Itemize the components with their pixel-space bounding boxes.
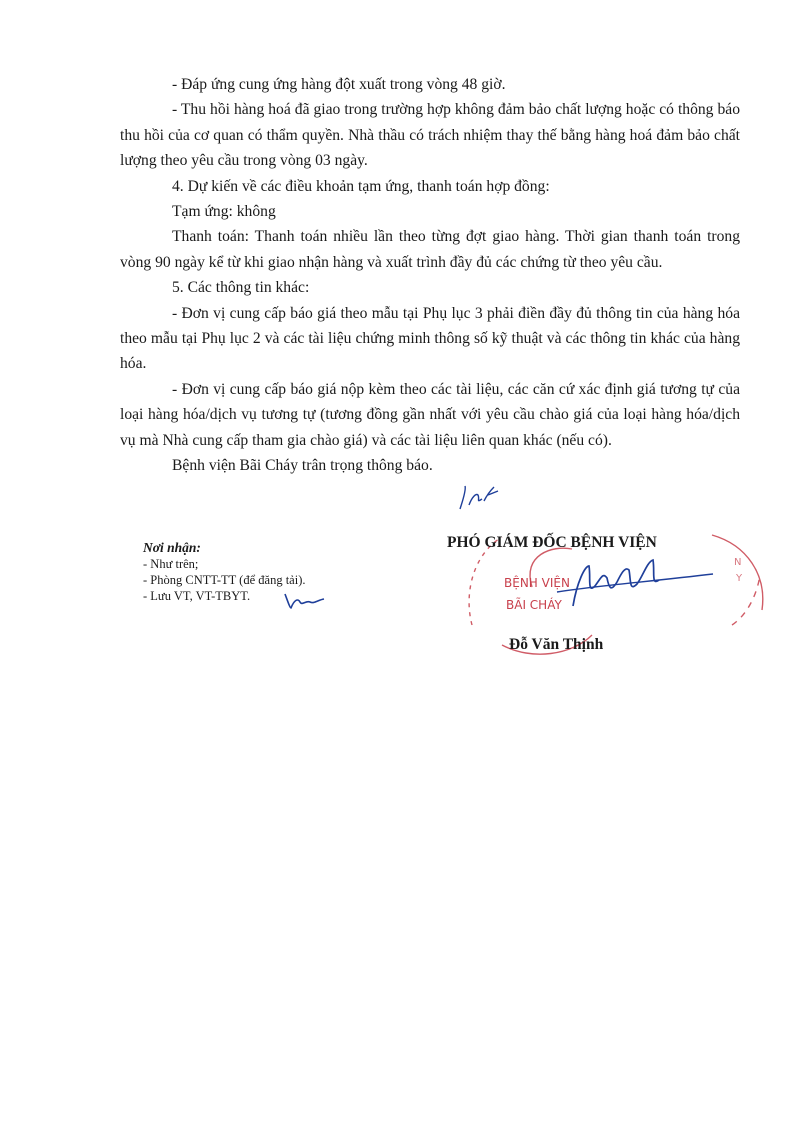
svg-text:N: N	[734, 557, 742, 568]
document-body	[120, 72, 740, 479]
paragraph-closing: Bệnh viện Bãi Cháy trân trọng thông báo.	[172, 457, 433, 475]
stamp-line-1: BỆNH VIỆN	[504, 576, 570, 590]
recipients-title: Nơi nhận:	[143, 540, 201, 555]
paragraph-quote-documents: - Đơn vị cung cấp báo giá nộp kèm theo các tài liệu, các căn cứ xác định giá tương tự của loại hàng hóa/dịch vụ tương tự (tương đồng gần nhất với yêu cầu chào giá của loại hàng hóa/dịch vụ mà Nhà cung cấp tham gia chào giá) và các tài liệu liên quan khác (nếu có).	[120, 380, 740, 449]
paragraph-other-info-heading: 5. Các thông tin khác:	[172, 279, 310, 297]
paragraph-payment-heading: 4. Dự kiến về các điều khoản tạm ứng, thanh toán hợp đồng:	[172, 177, 550, 195]
paragraph-quote-form: - Đơn vị cung cấp báo giá theo mẫu tại Phụ lục 3 phải điền đầy đủ thông tin của hàng hóa theo mẫu tại Phụ lục 2 và các tài liệu chứng minh thông số kỹ thuật và các thông tin khác của hàng hóa.	[120, 304, 740, 373]
paragraph-recall: - Thu hồi hàng hoá đã giao trong trường hợp không đảm bảo chất lượng hoặc có thông báo thu hồi của cơ quan có thẩm quyền. Nhà thầu có trách nhiệm thay thế bằng hàng hoá đảm bảo chất lượng theo yêu cầu trong vòng 03 ngày.	[120, 101, 740, 170]
recipient-item: - Như trên;	[143, 557, 199, 571]
director-signature	[555, 552, 715, 614]
paragraph-payment: Thanh toán: Thanh toán nhiều lần theo từng đợt giao hàng. Thời gian thanh toán trong vòng 90 ngày kể từ khi giao nhận hàng và xuất trình đầy đủ các chứng từ theo yêu cầu.	[120, 228, 740, 271]
initial-signature-inline	[454, 483, 500, 513]
initial-signature-recipients	[282, 590, 328, 612]
signatory-name: Đỗ Văn Thịnh	[509, 636, 604, 653]
paragraph-emergency-supply: - Đáp ứng cung ứng hàng đột xuất trong vòng 48 giờ.	[172, 76, 506, 93]
paragraph-advance: Tạm ứng: không	[172, 203, 276, 221]
recipient-item: - Phòng CNTT-TT (để đăng tải).	[143, 573, 306, 587]
stamp-line-2: BÃI CHÁY	[506, 598, 562, 612]
recipient-item: - Lưu VT, VT-TBYT.	[143, 589, 251, 603]
signatory-title: PHÓ GIÁM ĐỐC BỆNH VIỆN	[447, 534, 657, 551]
svg-text:Y: Y	[736, 573, 743, 584]
